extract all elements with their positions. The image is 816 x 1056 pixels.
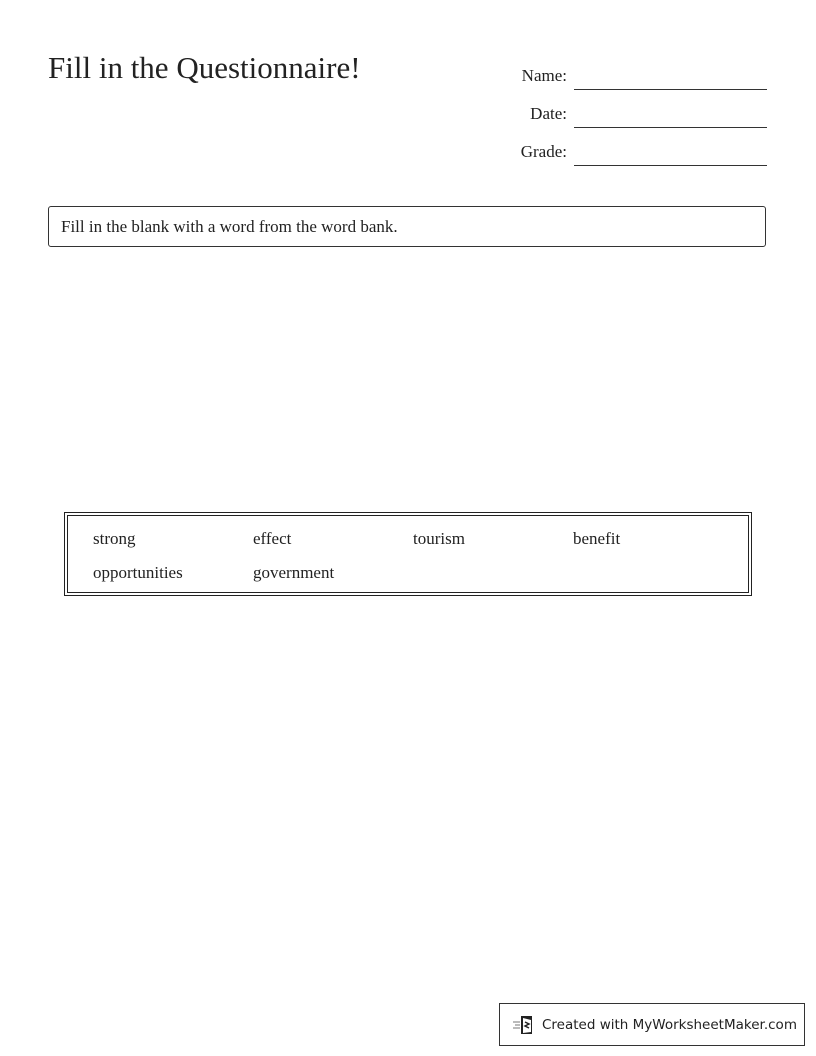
instructions-box xyxy=(48,206,766,247)
instructions-text: Fill in the blank with a word from the word bank. xyxy=(61,217,398,236)
word-bank xyxy=(64,512,752,596)
worksheet-maker-logo-icon xyxy=(512,1014,536,1036)
worksheet-title: Fill in the Questionnaire! xyxy=(48,50,361,85)
word-bank-item: government xyxy=(253,563,335,582)
word-bank-item: strong xyxy=(93,529,136,548)
footer-text: Created with MyWorksheetMaker.com xyxy=(542,1016,797,1033)
word-bank-item: benefit xyxy=(573,529,621,548)
date-field[interactable] xyxy=(574,105,767,128)
date-label: Date: xyxy=(530,104,567,123)
grade-field[interactable] xyxy=(574,143,767,166)
name-label: Name: xyxy=(521,66,567,85)
grade-field-row xyxy=(497,128,767,166)
footer-credit[interactable] xyxy=(499,1003,805,1046)
word-bank-item: opportunities xyxy=(93,563,183,582)
student-info xyxy=(497,52,767,166)
word-bank-item: tourism xyxy=(413,529,465,548)
grade-label: Grade: xyxy=(520,142,567,161)
name-field-row xyxy=(497,52,767,90)
word-bank-item: effect xyxy=(253,529,292,548)
date-field-row xyxy=(497,90,767,128)
name-field[interactable] xyxy=(574,67,767,90)
